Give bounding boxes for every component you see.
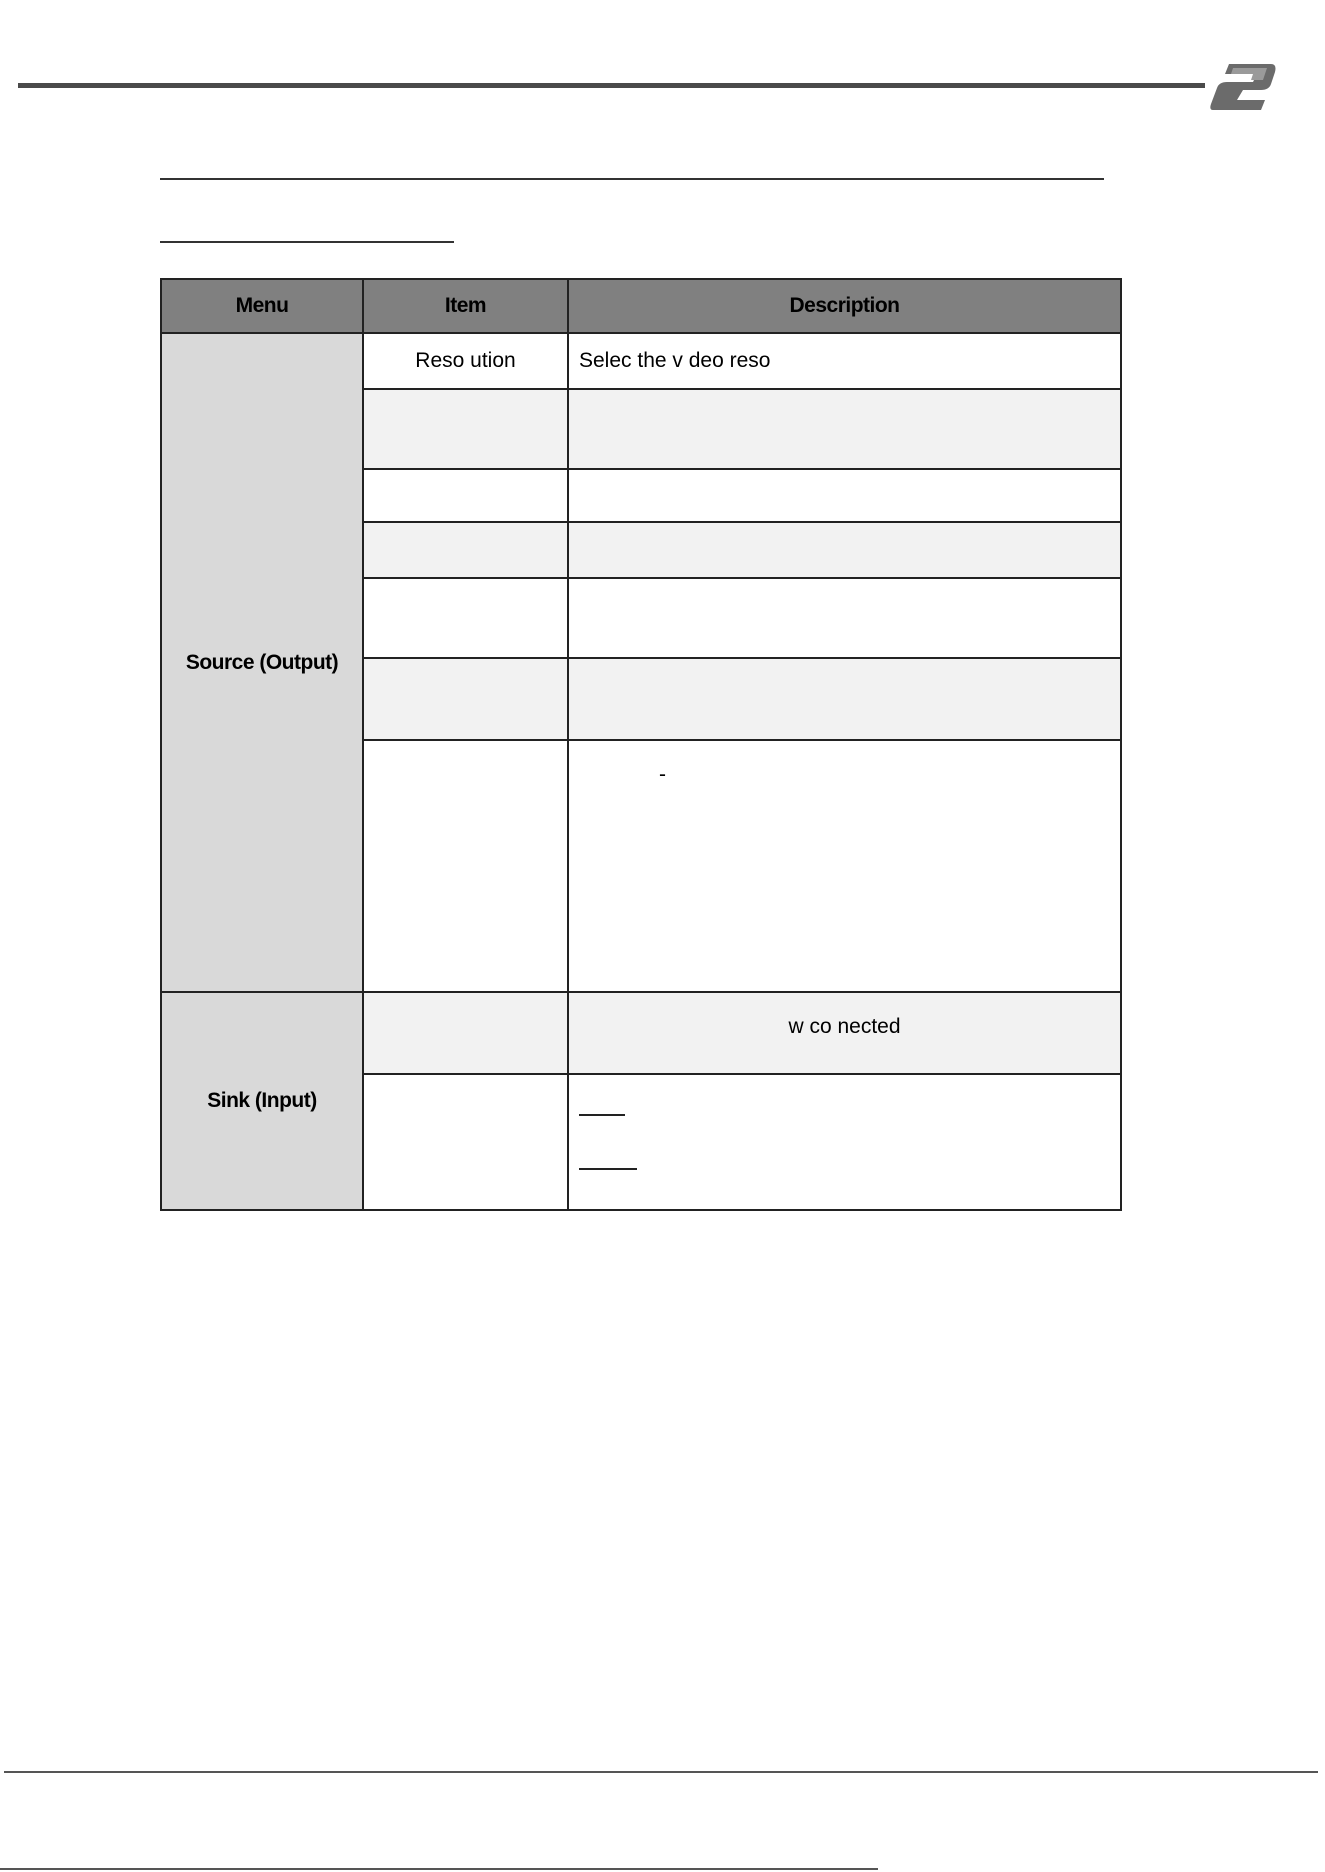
section-title-rule — [160, 178, 1104, 180]
table-row — [161, 992, 1121, 1074]
description-cell — [568, 1074, 1121, 1210]
bottom-rule — [0, 1868, 878, 1870]
description-cell — [568, 389, 1121, 469]
description-cell — [568, 522, 1121, 578]
header-menu: Menu — [161, 279, 363, 333]
item-cell: Reso ution — [363, 333, 568, 389]
table-header-row — [161, 279, 1121, 333]
table-row — [161, 333, 1121, 389]
dash-mark: - — [659, 763, 666, 786]
item-cell — [363, 1074, 568, 1210]
menu-table — [160, 278, 1122, 1211]
header-rule — [18, 83, 1205, 88]
item-cell — [363, 658, 568, 740]
header-item: Item — [363, 279, 568, 333]
menu-source-output: Source (Output) — [161, 333, 363, 992]
item-cell — [363, 469, 568, 522]
underline-mark — [579, 1168, 637, 1170]
brand-logo-icon — [1207, 60, 1277, 114]
item-cell — [363, 578, 568, 658]
description-cell — [568, 578, 1121, 658]
description-cell: Selec the v deo reso — [568, 333, 1121, 389]
description-cell — [568, 740, 1121, 992]
underline-mark — [579, 1114, 625, 1116]
header-description: Description — [568, 279, 1121, 333]
description-cell — [568, 658, 1121, 740]
item-cell — [363, 740, 568, 992]
footer-rule — [4, 1771, 1318, 1773]
description-cell: w co nected — [568, 992, 1121, 1074]
menu-sink-input: Sink (Input) — [161, 992, 363, 1210]
description-cell — [568, 469, 1121, 522]
item-cell — [363, 992, 568, 1074]
item-cell — [363, 522, 568, 578]
item-cell — [363, 389, 568, 469]
subsection-title-rule — [160, 241, 454, 243]
